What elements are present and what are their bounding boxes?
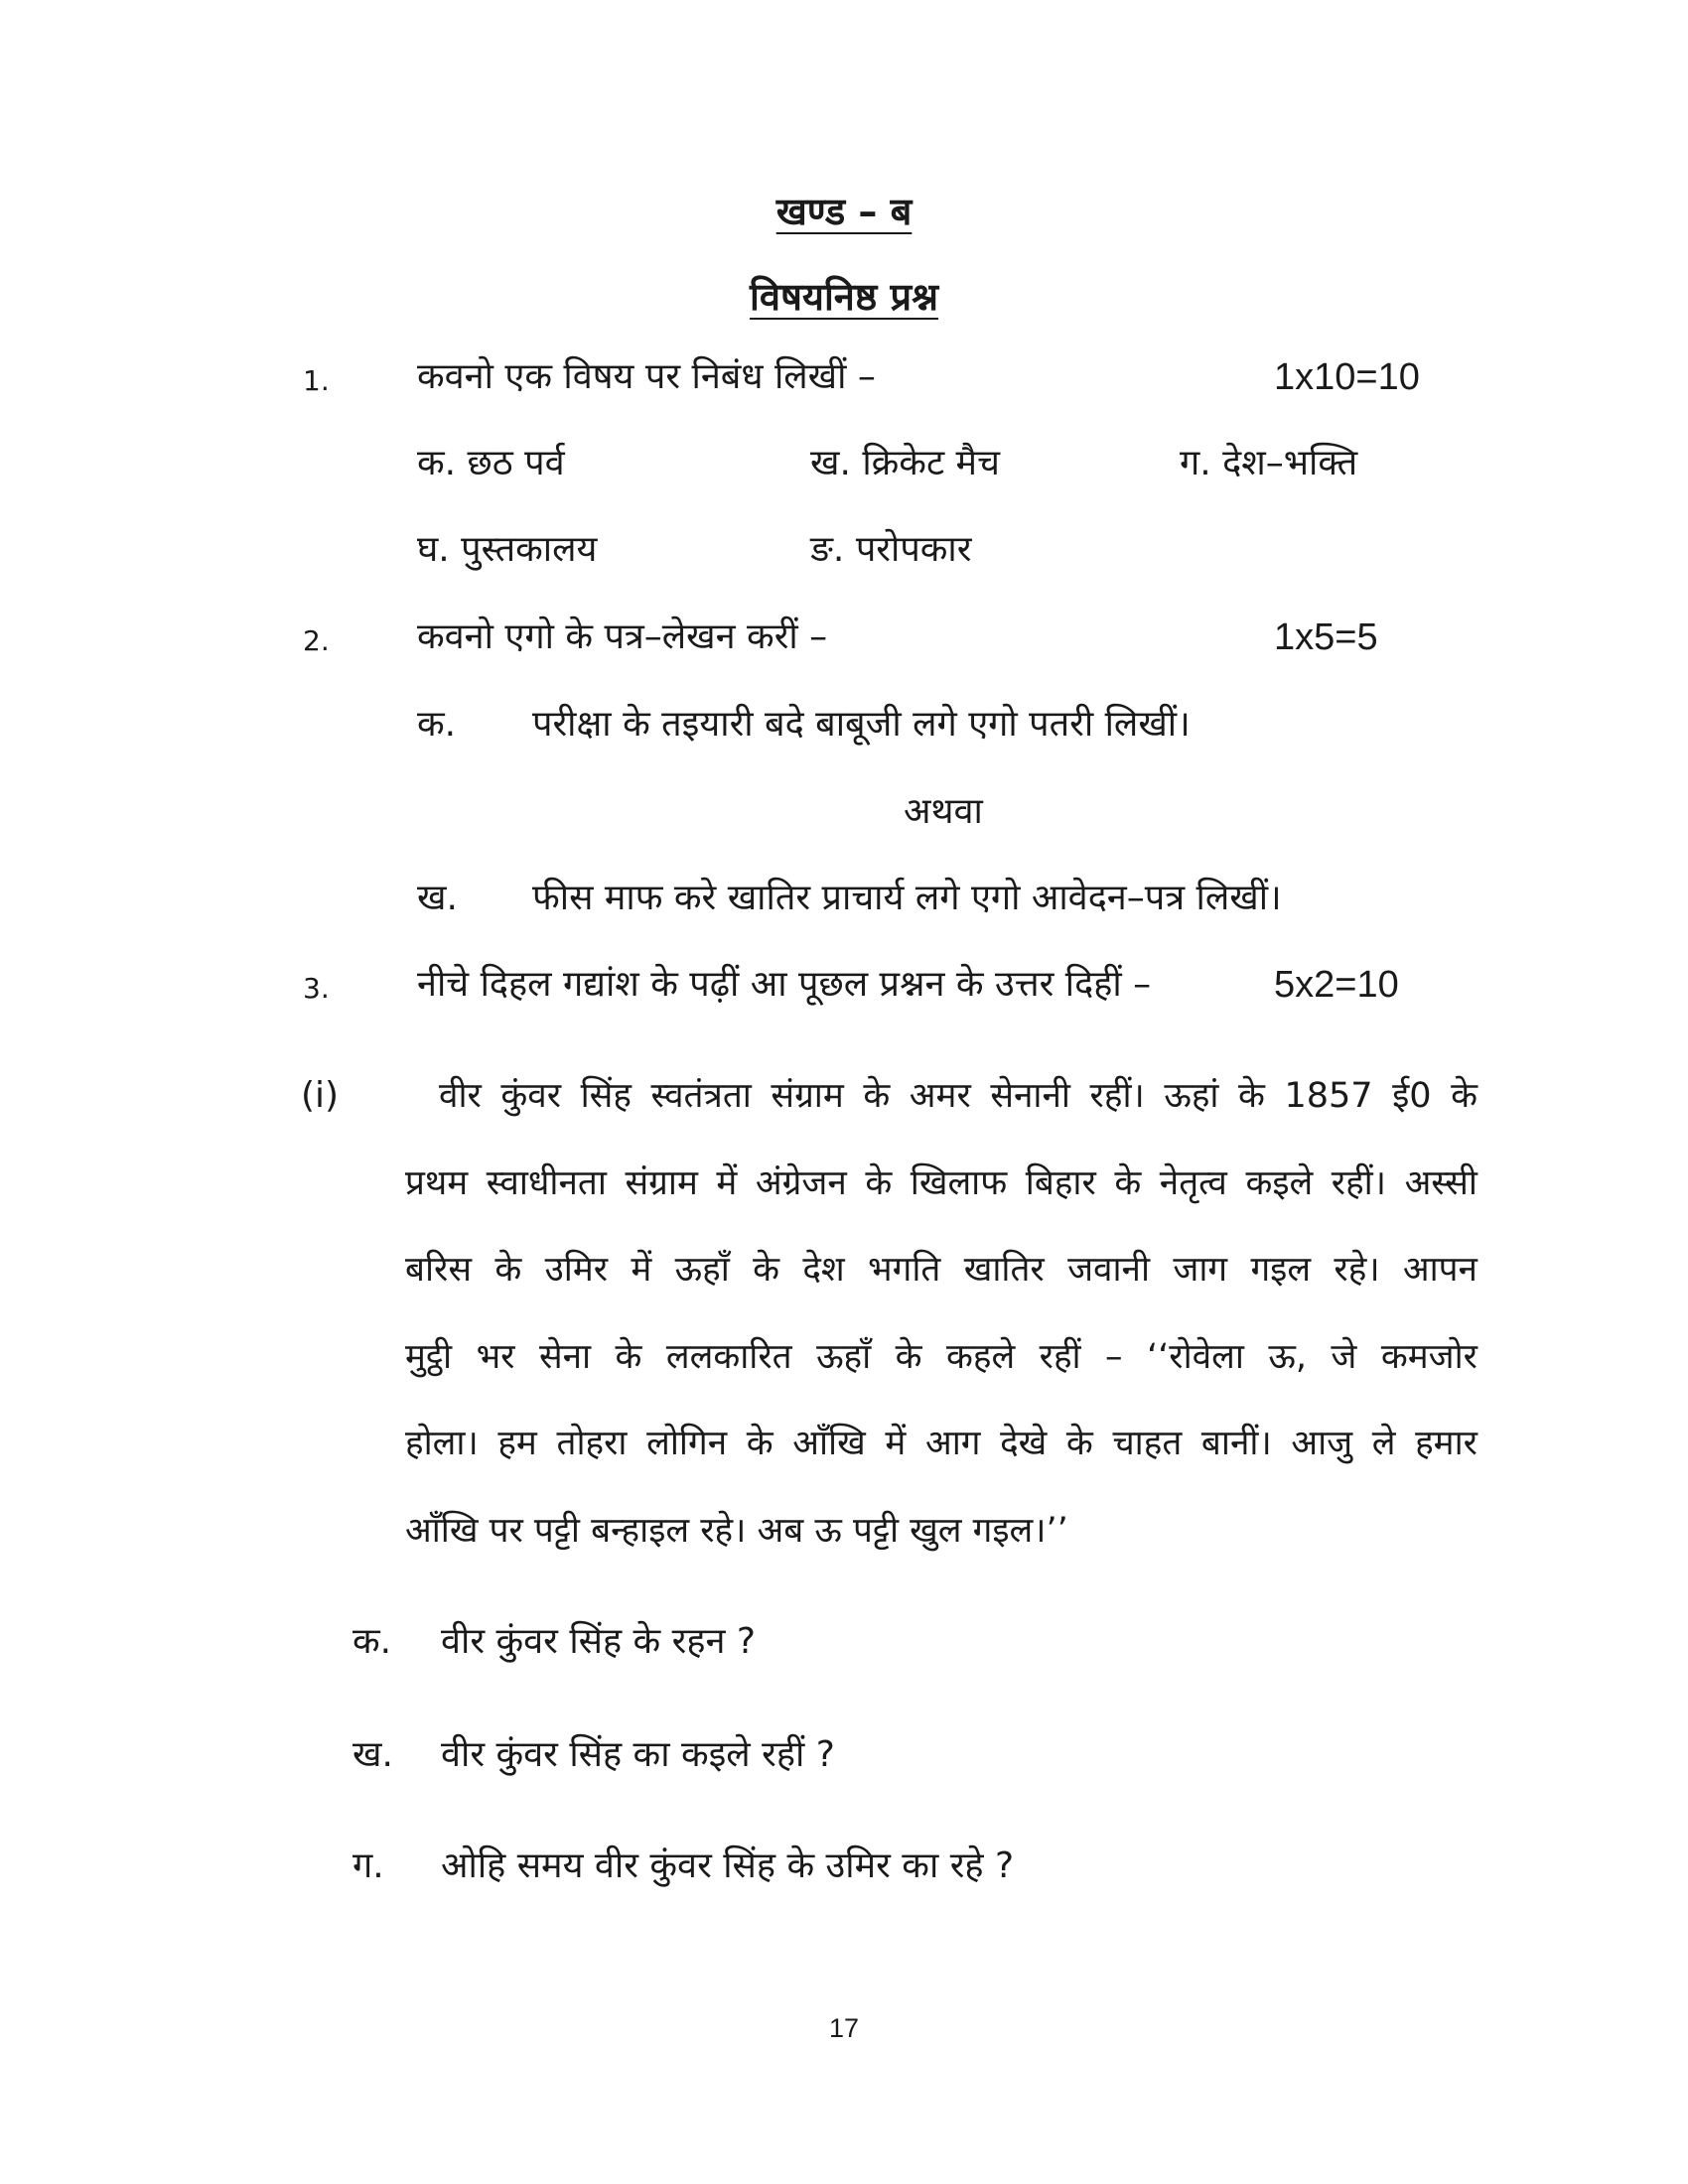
passage-line-6: आँखि पर पट्टी बन्हाइल रहे। अब ऊ पट्टी खुल गइल।’’ <box>405 1511 1068 1551</box>
q2-or-text: अथवा <box>904 791 983 832</box>
q2-option-a-text: परीक्षा के तइयारी बदे बाबूजी लगे एगो पतरी लिखीं। <box>532 704 1191 745</box>
q2-option-a-label: क. <box>417 704 457 745</box>
sub-question-c-label: ग. <box>352 1845 384 1886</box>
question-3-number: 3. <box>303 972 330 1005</box>
q1-option-b: ख. क्रिकेट मैच <box>810 443 1000 483</box>
section-subtitle: विषयनिष्ठ प्रश्न <box>749 275 938 319</box>
q1-option-c: ग. देश–भक्ति <box>1180 443 1358 483</box>
passage-line-5: होला। हम तोहरा लोगिन के आँखि में आग देखे के चाहत बानीं। आजु ले हमार <box>405 1424 1477 1463</box>
sub-question-b-text: वीर कुंवर सिंह का कइले रहीं ? <box>441 1734 835 1775</box>
sub-question-a-label: क. <box>352 1621 392 1662</box>
question-2-marks: 1x5=5 <box>1274 616 1378 658</box>
question-1-text: कवनो एक विषय पर निबंध लिखीं – <box>417 356 876 397</box>
question-3-marks: 5x2=10 <box>1274 964 1399 1006</box>
sub-question-b-label: ख. <box>352 1734 393 1775</box>
q1-option-e: ङ. परोपकार <box>810 529 972 570</box>
question-2-number: 2. <box>303 624 330 657</box>
q2-option-b-text: फीस माफ करे खातिर प्राचार्य लगे एगो आवेदन–पत्र लिखीं। <box>532 878 1282 918</box>
sub-question-c-text: ओहि समय वीर कुंवर सिंह के उमिर का रहे ? <box>441 1845 1015 1886</box>
q1-option-d: घ. पुस्तकालय <box>417 529 598 570</box>
question-1-marks: 1x10=10 <box>1274 356 1420 398</box>
passage-line-3: बरिस के उमिर में ऊहाँ के देश भगति खातिर जवानी जाग गइल रहे। आपन <box>405 1250 1477 1290</box>
sub-question-a-text: वीर कुंवर सिंह के रहन ? <box>441 1621 757 1662</box>
question-2-text: कवनो एगो के पत्र–लेखन करीं – <box>417 616 828 657</box>
passage-line-1: वीर कुंवर सिंह स्वतंत्रता संग्राम के अमर सेनानी रहीं। ऊहां के 1857 ई0 के <box>439 1076 1477 1116</box>
page-number: 17 <box>828 2013 860 2043</box>
q1-option-a: क. छठ पर्व <box>417 443 565 483</box>
q2-option-b-label: ख. <box>417 878 458 918</box>
passage-label: (i) <box>301 1075 340 1116</box>
question-3-text: नीचे दिहल गद्यांश के पढ़ीं आ पूछल प्रश्नन के उत्तर दिहीं – <box>417 964 1152 1005</box>
section-title: खण्ड – ब <box>775 190 913 233</box>
question-1-number: 1. <box>303 364 330 397</box>
passage-line-2: प्रथम स्वाधीनता संग्राम में अंग्रेजन के खिलाफ बिहार के नेतृत्व कइले रहीं। अस्सी <box>405 1163 1477 1203</box>
passage-line-4: मुट्ठी भर सेना के ललकारित ऊहाँ के कहले रहीं – ‘‘रोवेला ऊ, जे कमजोर <box>405 1337 1477 1377</box>
